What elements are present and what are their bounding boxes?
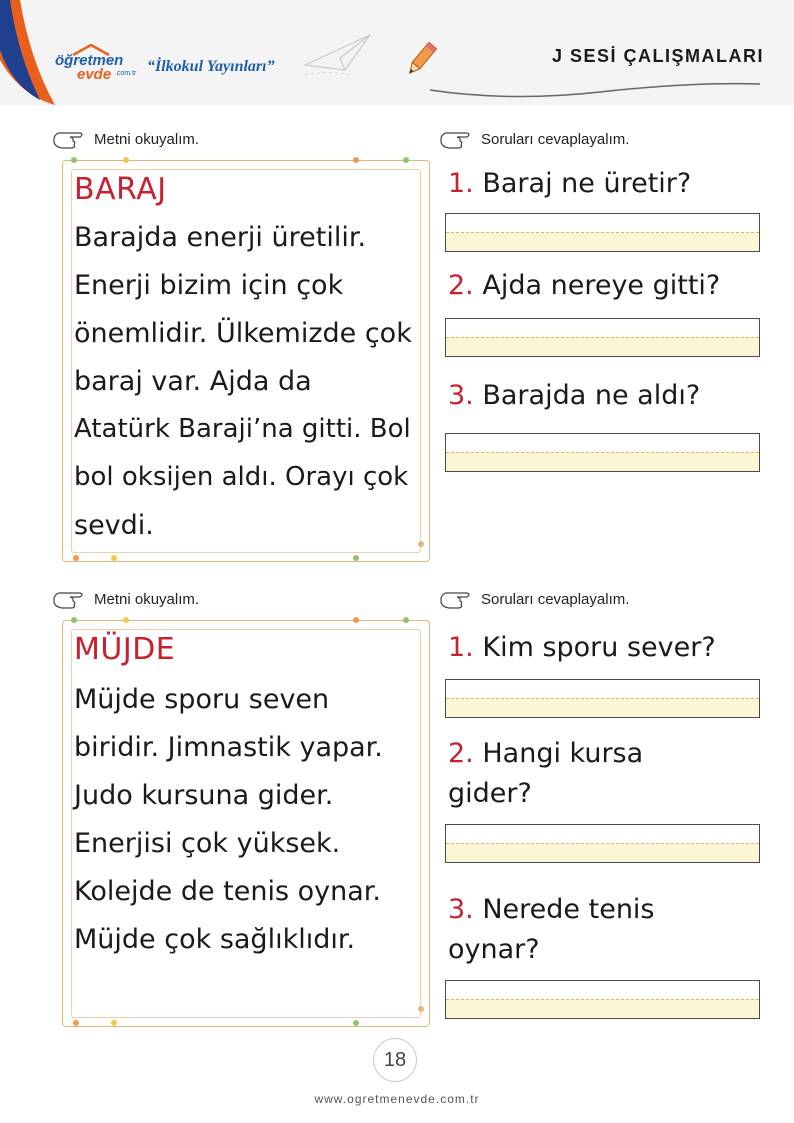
answer-field[interactable] [445,318,760,357]
story-frame [62,620,430,1027]
frame-dot [403,157,409,163]
question-number: 1. [448,168,474,199]
frame-dot [71,157,77,163]
question [448,890,688,970]
publisher-name: “İlkokul Yayınları” [147,58,275,75]
question-text: Hangi kursa gider? [448,738,644,809]
answer-field[interactable] [445,679,760,718]
page-title: J SESİ ÇALIŞMALARI [552,46,765,66]
question-number: 3. [448,894,474,925]
question [448,164,768,204]
logo-suffix: .com.tr [115,70,137,77]
story-line: Barajda enerji üretilir. [74,222,367,253]
story-line: bol oksijen aldı. Orayı çok [74,462,409,492]
corner-decoration [0,0,60,110]
frame-dot [73,555,79,561]
page-header [0,0,794,105]
frame-dot [353,1020,359,1026]
frame-dot [123,157,129,163]
story-line: Müjde sporu seven [74,684,330,715]
answer-field[interactable] [445,433,760,472]
question-number: 2. [448,270,474,301]
story-line: Atatürk Baraji’na gitti. Bol [74,414,411,444]
question [448,376,768,416]
read-instruction-text: Metni okuyalım. [94,130,200,148]
read-instruction [52,588,199,610]
frame-dot [418,541,424,547]
paper-plane-icon [300,30,380,80]
read-instruction-text: Metni okuyalım. [94,590,200,608]
question-number: 1. [448,632,474,663]
story-line: önemlidir. Ülkemizde çok [74,318,412,349]
frame-dot [73,1020,79,1026]
question-text: Nerede tenis oynar? [448,894,655,965]
story-title: MÜJDE [74,632,176,667]
answer-instruction-text: Soruları cevaplayalım. [481,130,630,148]
answer-field[interactable] [445,824,760,863]
story-line: baraj var. Ajda da [74,366,312,397]
frame-dot [111,555,117,561]
question [448,628,768,668]
logo-text-top: öğretmen [55,52,124,69]
question-text: Kim sporu sever? [482,632,716,663]
story-line: Enerji bizim için çok [74,270,344,301]
answer-field[interactable] [445,980,760,1019]
question-text: Barajda ne aldı? [482,380,701,411]
pointing-hand-icon [439,128,473,150]
story-line: Kolejde de tenis oynar. [74,876,381,907]
question-text: Baraj ne üretir? [482,168,692,199]
answer-instruction-text: Soruları cevaplayalım. [481,590,630,608]
answer-instruction [439,128,629,150]
frame-dot [353,157,359,163]
question [448,266,768,306]
answer-field[interactable] [445,213,760,252]
story-title: BARAJ [74,172,167,207]
question-number: 2. [448,738,474,769]
question-text: Ajda nereye gitti? [482,270,721,301]
frame-dot [418,1006,424,1012]
logo-text-bottom: evde [77,66,112,83]
story-line: Judo kursuna gider. [74,780,334,811]
pointing-hand-icon [52,128,86,150]
logo [55,48,150,88]
story-line: Enerjisi çok yüksek. [74,828,341,859]
story-line: biridir. Jimnastik yapar. [74,732,383,763]
frame-dot [123,617,129,623]
read-instruction [52,128,199,150]
website-url: www.ogretmenevde.com.tr [314,1092,480,1106]
header-curve-line [430,60,770,100]
pointing-hand-icon [439,588,473,610]
frame-dot [353,617,359,623]
question [448,734,678,814]
page-number: 18 [373,1038,417,1082]
frame-dot [353,555,359,561]
frame-dot [403,617,409,623]
story-frame [62,160,430,562]
frame-dot [111,1020,117,1026]
story-line: Müjde çok sağlıklıdır. [74,924,356,955]
question-number: 3. [448,380,474,411]
answer-instruction [439,588,629,610]
frame-dot [71,617,77,623]
pointing-hand-icon [52,588,86,610]
story-line: sevdi. [74,510,154,541]
